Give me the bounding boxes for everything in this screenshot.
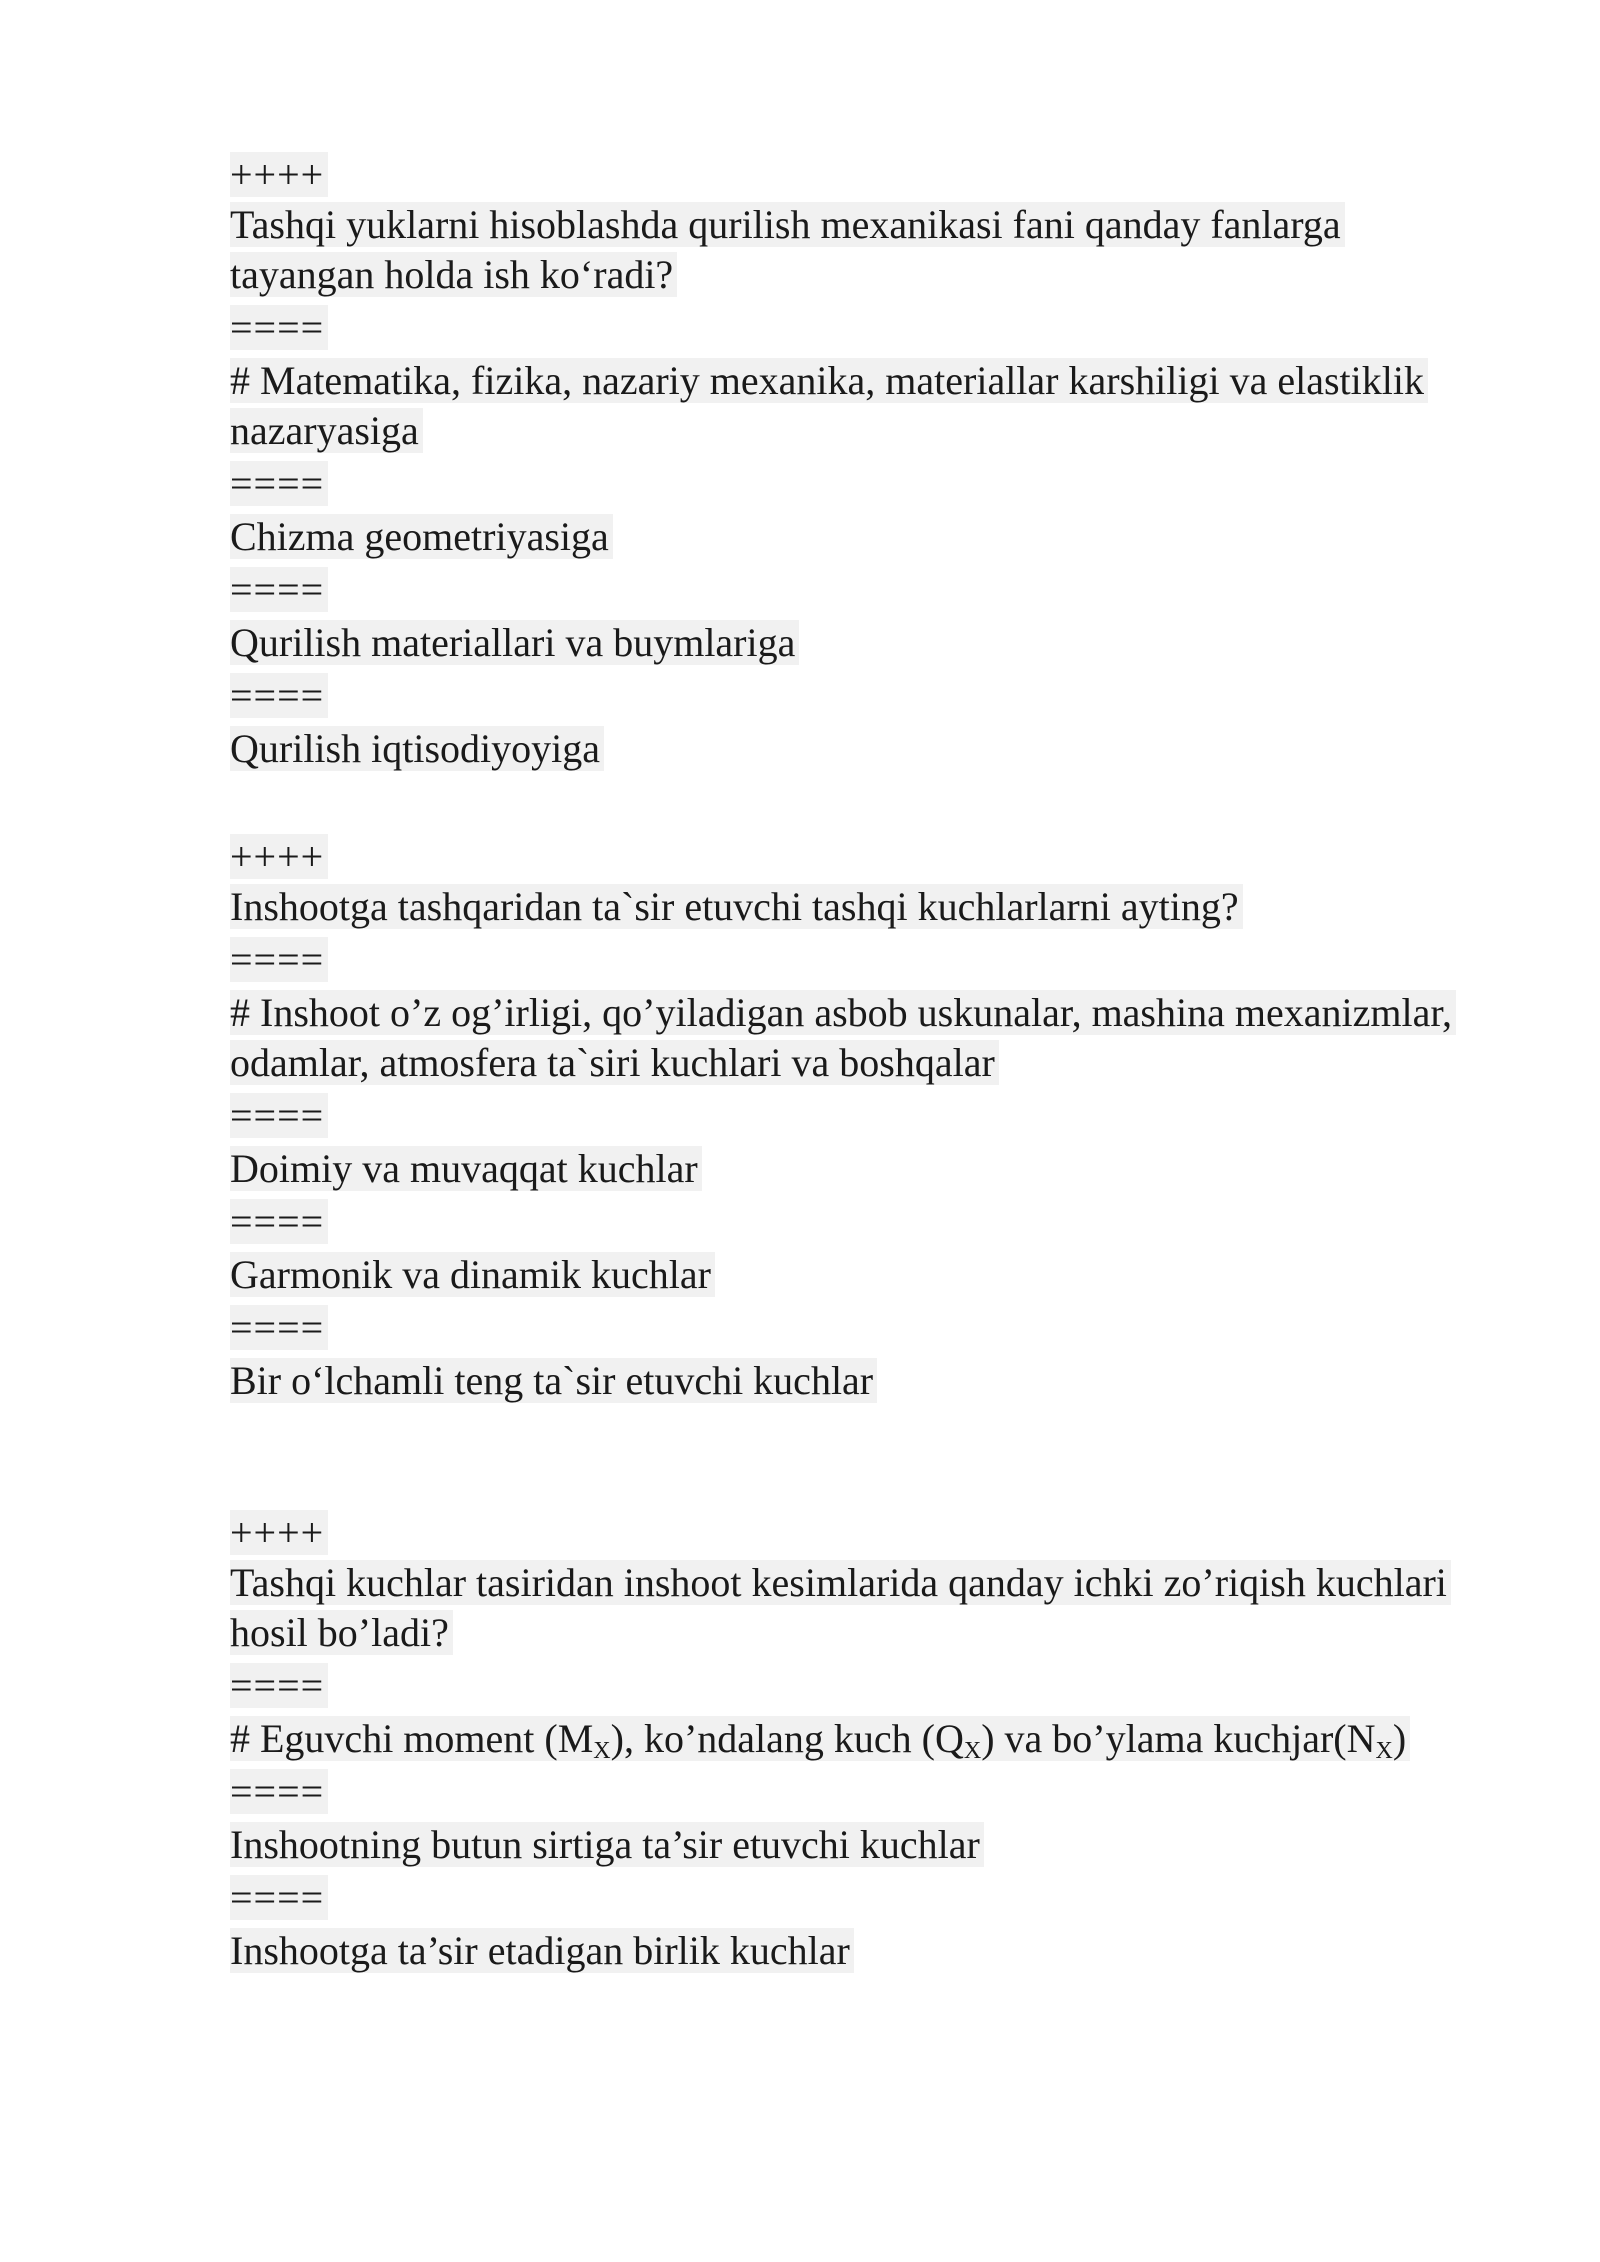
answer-separator: ====: [230, 671, 1470, 721]
answer-correct: # Matematika, fizika, nazariy mexanika, materiallar karshiligi va elastiklik nazaryasiga: [230, 356, 1470, 456]
question-marker: ++++: [230, 150, 1470, 200]
answer-text-part: # Eguvchi moment (M: [230, 1716, 594, 1761]
answer-correct: # Inshoot o’z og’irligi, qo’yiladigan asbob uskunalar, mashina mexanizmlar, odamlar, atmosfera ta`siri kuchlari va boshqalar: [230, 988, 1470, 1088]
answer-separator: ====: [230, 1873, 1470, 1923]
question-marker: ++++: [230, 1508, 1470, 1558]
answer-option: Doimiy va muvaqqat kuchlar: [230, 1144, 1470, 1194]
answer-separator: ====: [230, 1091, 1470, 1141]
answer-option: Inshootga ta’sir etadigan birlik kuchlar: [230, 1926, 1470, 1976]
subscript: X: [1375, 1738, 1393, 1764]
question-text: Inshootga tashqaridan ta`sir etuvchi tashqi kuchlarlarni ayting?: [230, 882, 1470, 932]
answer-separator: ====: [230, 1197, 1470, 1247]
answer-option: Garmonik va dinamik kuchlar: [230, 1250, 1470, 1300]
question-block-1: [230, 150, 1470, 774]
answer-option: Qurilish iqtisodiyoyiga: [230, 724, 1470, 774]
answer-option: Bir o‘lchamli teng ta`sir etuvchi kuchlar: [230, 1356, 1470, 1406]
answer-option: Inshootning butun sirtiga ta’sir etuvchi kuchlar: [230, 1820, 1470, 1870]
answer-option: Chizma geometriyasiga: [230, 512, 1470, 562]
answer-text-part: ), ko’ndalang kuch (Q: [610, 1716, 964, 1761]
answer-separator: ====: [230, 935, 1470, 985]
question-block-2: [230, 832, 1470, 1406]
question-marker: ++++: [230, 832, 1470, 882]
answer-correct: [230, 1714, 1470, 1764]
answer-separator: ====: [230, 1303, 1470, 1353]
question-text: Tashqi yuklarni hisoblashda qurilish mexanikasi fani qanday fanlarga tayangan holda ish ko‘radi?: [230, 200, 1470, 300]
answer-separator: ====: [230, 303, 1470, 353]
answer-option: Qurilish materiallari va buymlariga: [230, 618, 1470, 668]
answer-text-part: ) va bo’ylama kuchjar(N: [981, 1716, 1376, 1761]
question-text: Tashqi kuchlar tasiridan inshoot kesimlarida qanday ichki zo’riqish kuchlari hosil bo’ladi?: [230, 1558, 1470, 1658]
answer-separator: ====: [230, 1767, 1470, 1817]
subscript: X: [963, 1738, 982, 1764]
answer-separator: ====: [230, 1661, 1470, 1711]
subscript: X: [593, 1738, 611, 1764]
question-block-3: [230, 1508, 1470, 1976]
answer-text-part: ): [1392, 1716, 1407, 1761]
test-content: [230, 150, 1470, 2034]
answer-separator: ====: [230, 565, 1470, 615]
answer-separator: ====: [230, 459, 1470, 509]
